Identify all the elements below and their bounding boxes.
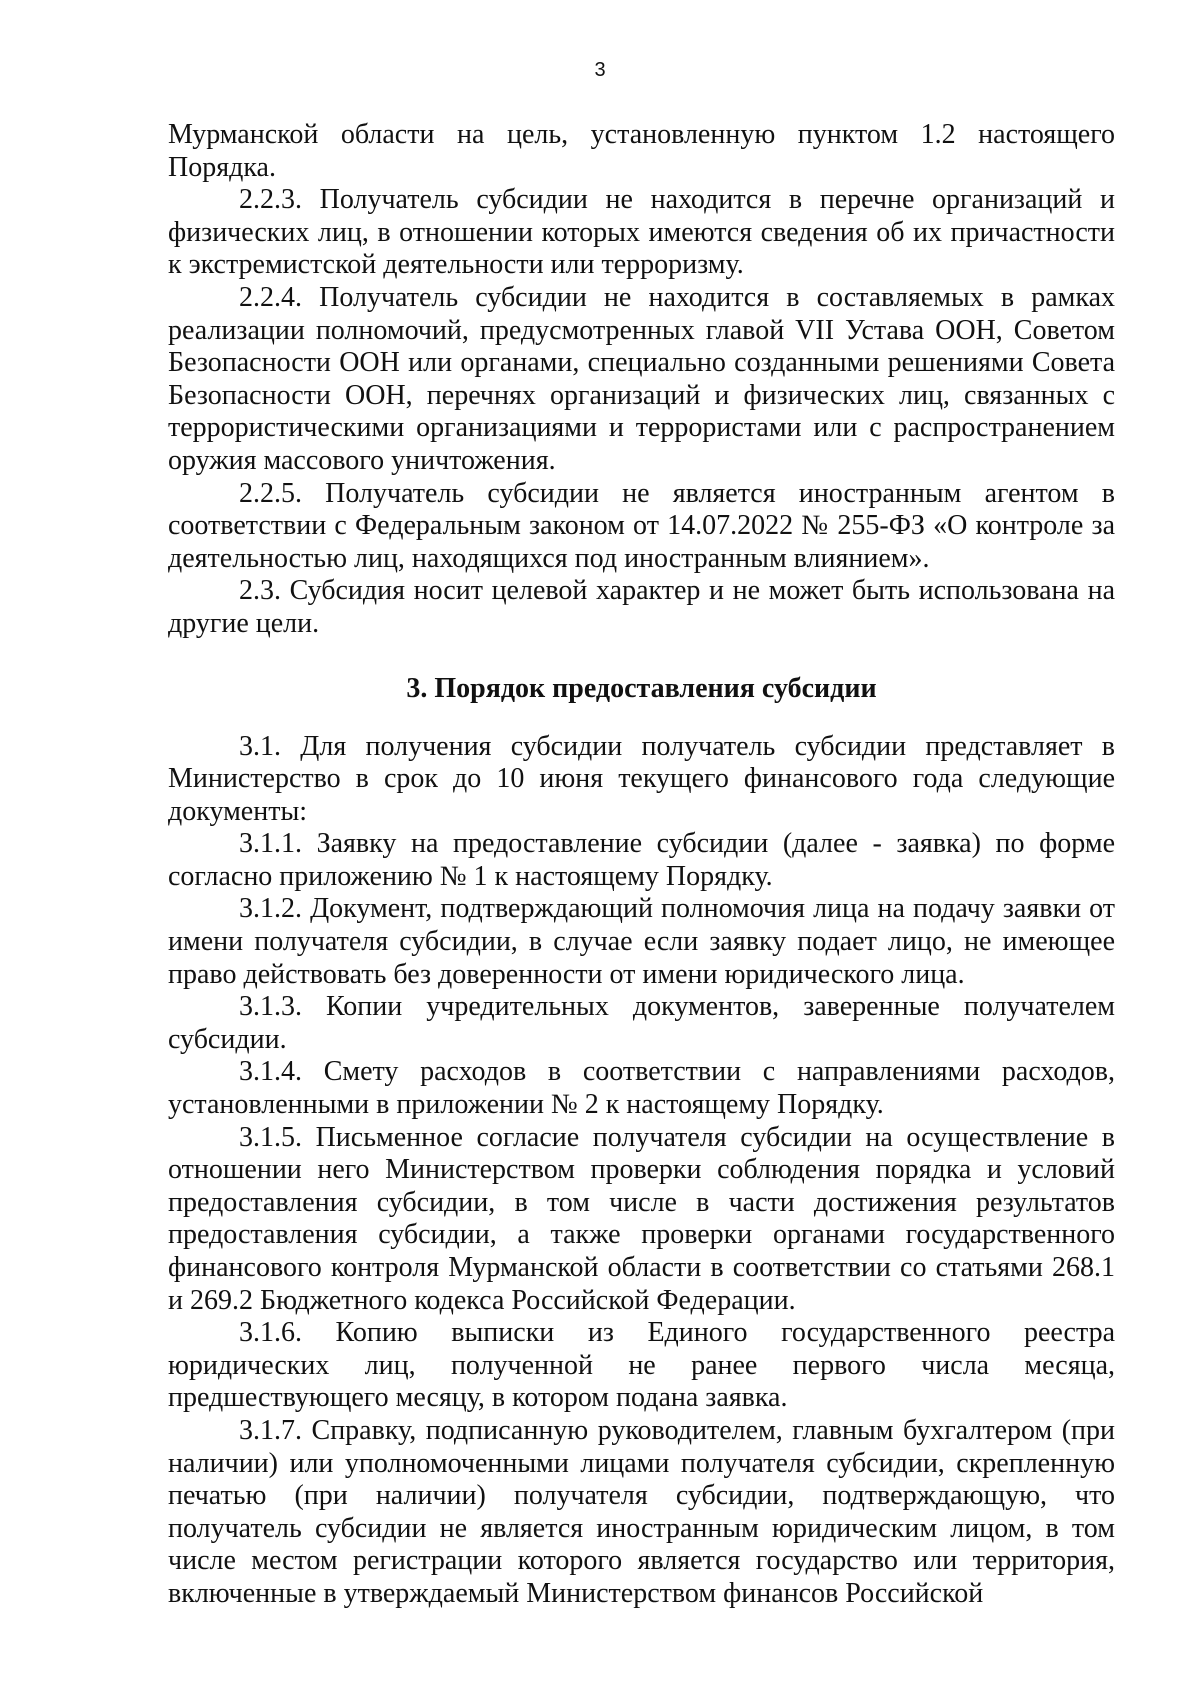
paragraph-3-1-3: 3.1.3. Копии учредительных документов, заверенные получателем субсидии.: [168, 991, 1115, 1055]
section-title: 3. Порядок предоставления субсидии: [406, 672, 877, 704]
document-body: [168, 119, 1115, 1611]
spacer: [168, 641, 1115, 673]
paragraph-3-1-7: 3.1.7. Справку, подписанную руководителем, главным бухгалтером (при наличии) или уполномоченными лицами получателя субсидии, скрепленную печатью (при наличии) получателя субсидии, подтверждающую, что получатель субсидии не является иностранным юридическим лицом, в том числе местом регистрации которого является государство или территория, включенные в утверждаемый Министерством финансов Российской: [168, 1414, 1115, 1609]
paragraph-2-2-4: 2.2.4. Получатель субсидии не находится в составляемых в рамках реализации полномочий, предусмотренных главой VII Устава ООН, Советом Безопасности ООН или органами, специально созданными решениями Совета Безопасности ООН, перечнях организаций и физических лиц, связанных с террористическими организациями и террористами или с распространением оружия массового уничтожения.: [168, 281, 1115, 476]
spacer: [168, 705, 1115, 731]
paragraph-2-2-3: 2.2.3. Получатель субсидии не находится в перечне организаций и физических лиц, в отношении которых имеются сведения об их причастности к экстремистской деятельности или терроризму.: [168, 184, 1115, 281]
paragraph-3-1-6: 3.1.6. Копию выписки из Единого государственного реестра юридических лиц, полученной не ранее первого числа месяца, предшествующего месяцу, в котором подана заявка.: [168, 1317, 1115, 1414]
paragraph-2-3: 2.3. Субсидия носит целевой характер и не может быть использована на другие цели.: [168, 575, 1115, 639]
page-number: 3: [594, 59, 606, 81]
paragraph-3-1-5: 3.1.5. Письменное согласие получателя субсидии на осуществление в отношении него Министерством проверки соблюдения порядка и условий предоставления субсидии, в том числе в части достижения результатов предоставления субсидии, а также проверки органами государственного финансового контроля Мурманской области в соответствии со статьями 268.1 и 269.2 Бюджетного кодекса Российской Федерации.: [168, 1121, 1115, 1316]
paragraph-3-1-2: 3.1.2. Документ, подтверждающий полномочия лица на подачу заявки от имени получателя субсидии, в случае если заявку подает лицо, не имеющее право действовать без доверенности от имени юридического лица.: [168, 893, 1115, 990]
paragraph-continuation: Мурманской области на цель, установленную пунктом 1.2 настоящего Порядка.: [168, 119, 1115, 183]
paragraph-2-2-5: 2.2.5. Получатель субсидии не является иностранным агентом в соответствии с Федеральным законом от 14.07.2022 № 255-ФЗ «О контроле за деятельностью лиц, находящихся под иностранным влиянием».: [168, 477, 1115, 574]
paragraph-3-1-1: 3.1.1. Заявку на предоставление субсидии (далее - заявка) по форме согласно приложению № 1 к настоящему Порядку.: [168, 828, 1115, 892]
paragraph-3-1-4: 3.1.4. Смету расходов в соответствии с направлениями расходов, установленными в приложении № 2 к настоящему Порядку.: [168, 1056, 1115, 1121]
paragraph-3-1: 3.1. Для получения субсидии получатель субсидии представляет в Министерство в срок до 10 июня текущего финансового года следующие документы:: [168, 730, 1115, 827]
